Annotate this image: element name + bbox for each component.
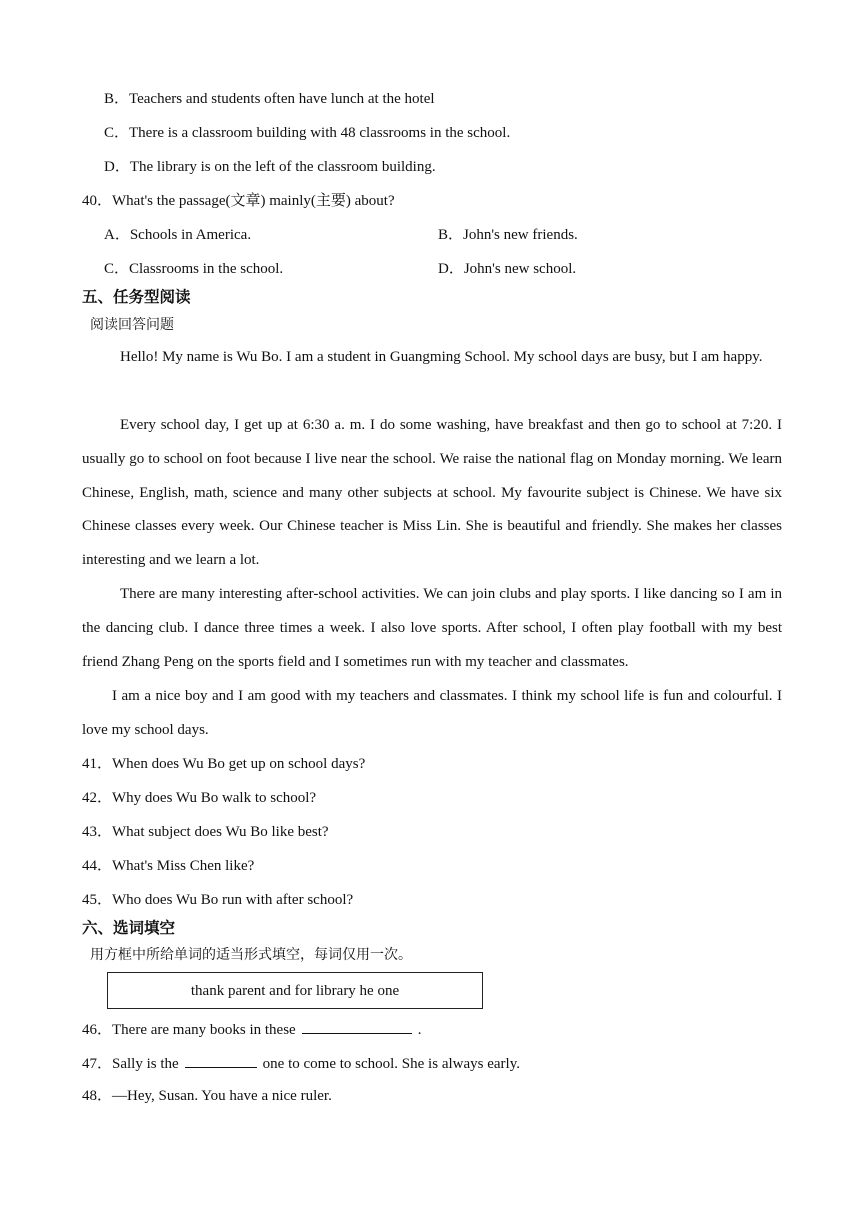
answer-blank-46[interactable] (302, 1019, 412, 1034)
question-45: 45．Who does Wu Bo run with after school? (82, 892, 354, 908)
q39-option-b: B．Teachers and students often have lunch at the hotel (104, 91, 435, 107)
question-47-end: one to come to school. She is always early. (262, 1056, 520, 1072)
passage-paragraph-2: Every school day, I get up at 6:30 a. m. I do some washing, have breakfast and then go to school at 7:20. I usually go to school on foot because I live near the school. We raise the national flag on Monday morning. We learn Chinese, English, math, science and many other subjects at school. My favourite subject is Chinese. We have six Chinese classes every week. Our Chinese teacher is Miss Lin. She is beautiful and friendly. She makes her classes interesting and we learn a lot. (82, 417, 782, 569)
answer-blank-47[interactable] (185, 1053, 257, 1068)
q40-option-b: B．John's new friends. (438, 227, 578, 243)
q39-option-d: D．The library is on the left of the classroom building. (104, 159, 436, 175)
question-46-end: . (417, 1022, 422, 1038)
passage-paragraph-4: I am a nice boy and I am good with my teachers and classmates. I think my school life is fun and colourful. I love my school days. (82, 688, 782, 738)
word-box: thank parent and for library he one (107, 972, 483, 1009)
question-46 (82, 1019, 421, 1040)
question-48: 48．—Hey, Susan. You have a nice ruler. (82, 1088, 332, 1104)
question-44: 44．What's Miss Chen like? (82, 858, 255, 874)
question-46-text: 46．There are many books in these (82, 1022, 296, 1038)
q40-option-d: D．John's new school. (438, 261, 577, 277)
question-42: 42．Why does Wu Bo walk to school? (82, 790, 317, 806)
question-43: 43．What subject does Wu Bo like best? (82, 824, 329, 840)
question-47 (82, 1053, 520, 1074)
q40-question: 40．What's the passage(文章) mainly(主要) about? (82, 193, 395, 209)
q40-option-c: C．Classrooms in the school. (104, 261, 284, 277)
section5-instruction: 阅读回答问题 (90, 317, 174, 333)
passage-paragraph-1: Hello! My name is Wu Bo. I am a student in Guangming School. My school days are busy, but I am happy. (120, 349, 763, 365)
question-47-text: 47．Sally is the (82, 1056, 179, 1072)
section6-instruction: 用方框中所给单词的适当形式填空，每词仅用一次。 (90, 947, 412, 963)
q40-option-a: A．Schools in America. (104, 227, 252, 243)
question-41: 41．When does Wu Bo get up on school days? (82, 756, 366, 772)
passage-paragraph-3: There are many interesting after-school activities. We can join clubs and play sports. I like dancing so I am in the dancing club. I dance three times a week. I also love sports. After school, I often play football with my best friend Zhang Peng on the sports field and I sometimes run with my teacher and classmates. (82, 586, 782, 670)
section5-heading: 五、任务型阅读 (82, 288, 191, 306)
q39-option-c: C．There is a classroom building with 48 classrooms in the school. (104, 125, 511, 141)
section6-heading: 六、选词填空 (82, 919, 176, 937)
